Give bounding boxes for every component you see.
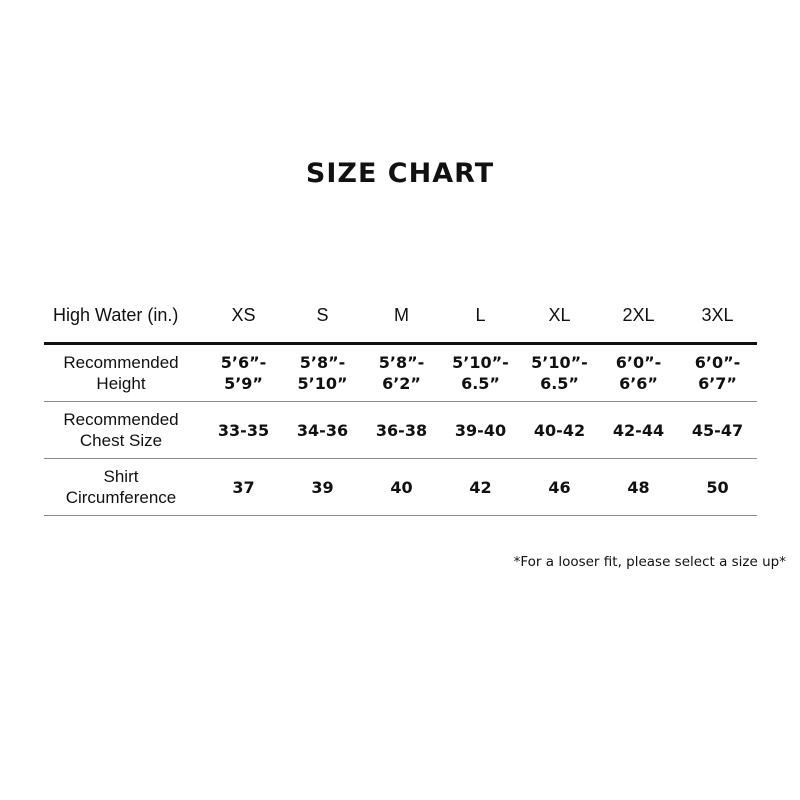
cell-line: 5’6”- xyxy=(220,353,267,372)
size-header: 2XL xyxy=(599,288,678,344)
cell-line: 5’10”- xyxy=(452,353,509,372)
cell-line: 5’10” xyxy=(297,374,348,393)
table-cell: 39 xyxy=(283,459,362,516)
table-header-row xyxy=(44,288,757,344)
table-cell: 40 xyxy=(362,459,441,516)
table-cell: 40-42 xyxy=(520,402,599,459)
size-header: XS xyxy=(204,288,283,344)
header-label: High Water (in.) xyxy=(44,288,204,344)
cell-line: 6.5” xyxy=(540,374,579,393)
table-cell xyxy=(204,344,283,402)
row-label-line: Shirt xyxy=(103,467,139,486)
table-cell: 48 xyxy=(599,459,678,516)
table-cell: 39-40 xyxy=(441,402,520,459)
row-label-line: Recommended xyxy=(63,410,179,429)
size-header: L xyxy=(441,288,520,344)
table-row xyxy=(44,402,757,459)
table-cell xyxy=(678,344,757,402)
size-header: XL xyxy=(520,288,599,344)
table-cell: 45-47 xyxy=(678,402,757,459)
table-cell xyxy=(283,344,362,402)
table-cell: 37 xyxy=(204,459,283,516)
cell-line: 6’2” xyxy=(382,374,421,393)
size-table xyxy=(44,288,757,516)
table-cell: 42-44 xyxy=(599,402,678,459)
table-cell: 34-36 xyxy=(283,402,362,459)
table-cell: 36-38 xyxy=(362,402,441,459)
table-cell: 42 xyxy=(441,459,520,516)
cell-line: 5’8”- xyxy=(378,353,425,372)
row-label xyxy=(44,459,204,516)
footnote: *For a looser fit, please select a size up* xyxy=(513,554,786,570)
table-cell: 46 xyxy=(520,459,599,516)
cell-line: 5’10”- xyxy=(531,353,588,372)
cell-line: 6’6” xyxy=(619,374,658,393)
cell-line: 5’8”- xyxy=(299,353,346,372)
table-cell xyxy=(362,344,441,402)
table-row xyxy=(44,459,757,516)
table-cell xyxy=(441,344,520,402)
page-title: SIZE CHART xyxy=(305,158,495,189)
row-label-line: Chest Size xyxy=(79,431,163,450)
table-cell xyxy=(520,344,599,402)
cell-line: 5’9” xyxy=(224,374,263,393)
cell-line: 6’0”- xyxy=(615,353,662,372)
table-cell: 50 xyxy=(678,459,757,516)
row-label-line: Recommended xyxy=(63,353,179,372)
size-header: S xyxy=(283,288,362,344)
row-label xyxy=(44,344,204,402)
table-cell: 33-35 xyxy=(204,402,283,459)
table-cell xyxy=(599,344,678,402)
cell-line: 6’7” xyxy=(698,374,737,393)
row-label-line: Circumference xyxy=(65,488,177,507)
size-header: 3XL xyxy=(678,288,757,344)
row-label-line: Height xyxy=(96,374,146,393)
table-row xyxy=(44,344,757,402)
row-label xyxy=(44,402,204,459)
size-header: M xyxy=(362,288,441,344)
cell-line: 6’0”- xyxy=(694,353,741,372)
cell-line: 6.5” xyxy=(461,374,500,393)
